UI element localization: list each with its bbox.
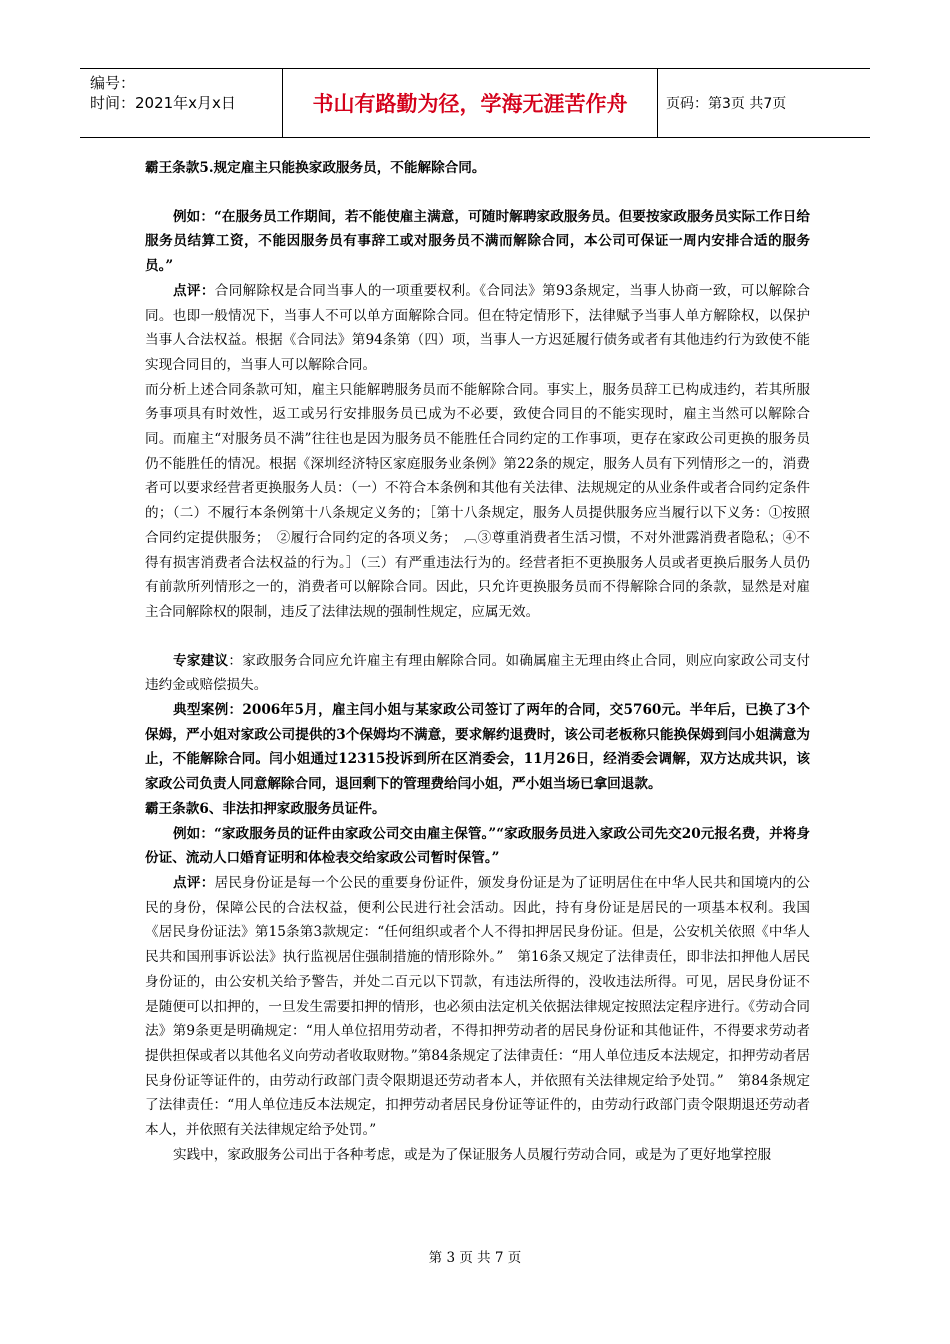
page-header — [80, 68, 870, 138]
clause-5-analysis: 而分析上述合同条款可知，雇主只能解聘服务员而不能解除合同。事实上，服务员辞工已构成违约，若其所服务事项具有时效性，返工或另行安排服务员已成为不必要，致使合同目的不能实现时，雇主当然可以解除合同。而雇主“对服务员不满”往往也是因为服务员不能胜任合同约定的工作事项，更存在家政公司更换的服务员仍不能胜任的情况。根据《深圳经济特区家庭服务业条例》第22条的规定，服务人员有下列情形之一的，消费者可以要求经营者更换服务人员：（一）不符合本条例和其他有关法律、法规规定的从业条件或者合同约定条件的；（二）不履行本条例第十八条规定义务的；［第十八条规定，服务人员提供服务应当履行以下义务：①按照合同约定提供服务； ②履行合同约定的各项义务； ︹③尊重消费者生活习惯，不对外泄露消费者隐私；④不得有损害消费者合法权益的行为。］（三）有严重违法行为的。经营者拒不更换服务人员或者更换后服务人员仍有前款所列情形之一的，消费者可以解除合同。因此，只允许更换服务员而不得解除合同的条款，显然是对雇主合同解除权的限制，违反了法律法规的强制性规定，应属无效。 — [145, 381, 810, 620]
comment-label: 点评： — [173, 282, 215, 299]
typical-case: 典型案例：2006年5月，雇主闫小姐与某家政公司签订了两年的合同，交5760元。半年后，已换了3个保姆，严小姐对家政公司提供的3个保姆均不满意，要求解约退费时，该公司老板称只能换保姆到闫小姐满意为止，不能解除合同。闫小姐通过12315投诉到所在区消委会，11月26日，经消委会调解，双方达成共识，该家政公司负责人同意解除合同，退回剩下的管理费给闫小姐，严小姐当场已拿回退款。 — [145, 702, 810, 793]
practice-paragraph: 实践中，家政服务公司出于各种考虑，或是为了保证服务人员履行劳动合同，或是为了更好地掌控服 — [173, 1146, 772, 1163]
comment-label-2: 点评： — [173, 874, 215, 891]
comment-text: 合同解除权是合同当事人的一项重要权利。《合同法》第93条规定，当事人协商一致，可以解除合同。也即一般情况下，当事人不可以单方面解除合同。但在特定情形下，法律赋予当事人单方解除权，以保护当事人合法权益。根据《合同法》第94条第（四）项，当事人一方迟延履行债务或者有其他违约行为致使不能实现合同目的，当事人可以解除合同。 — [145, 282, 811, 373]
clause-6-comment — [145, 871, 810, 1143]
header-page-label: 页码：第3页 共7页 — [666, 96, 787, 112]
header-motto: 书山有路勤为径，学海无涯苦作舟 — [283, 69, 658, 137]
clause-5-comment — [145, 279, 810, 378]
clause-6-heading: 霸王条款6、非法扣押家政服务员证件。 — [145, 800, 386, 817]
clause-5-example: 例如：“在服务员工作期间，若不能使雇主满意，可随时解聘家政服务员。但要按家政服务员实际工作日给服务员结算工资，不能因服务员有事辞工或对服务员不满而解除合同，本公司可保证一周内安排合适的服务员。” — [145, 208, 810, 275]
expert-advice — [145, 649, 810, 698]
expert-advice-text: ：家政服务合同应允许雇主有理由解除合同。如确属雇主无理由终止合同，则应向家政公司支付违约金或赔偿损失。 — [145, 652, 811, 694]
comment-text-2: 居民身份证是每一个公民的重要身份证件，颁发身份证是为了证明居住在中华人民共和国境内的公民的身份，保障公民的合法权益，便利公民进行社会活动。因此，持有身份证是居民的一项基本权利。我国《居民身份证法》第15条第3款规定：“任何组织或者个人不得扣押居民身份证。但是，公安机关依照《中华人民共和国刑事诉讼法》执行监视居住强制措施的情形除外。” 第16条又规定了法律责任，即非法扣押他人居民身份证的，由公安机关给予警告，并处二百元以下罚款，有违法所得的，没收违法所得。可见，居民身份证不是随便可以扣押的，一旦发生需要扣押的情形，也必须由法定机关依据法律规定按照法定程序进行。《劳动合同法》第9条更是明确规定：“用人单位招用劳动者，不得扣押劳动者的居民身份证和其他证件，不得要求劳动者提供担保或者以其他名义向劳动者收取财物。”第84条规定了法律责任：“用人单位违反本法规定，扣押劳动者居民身份证等证件的，由劳动行政部门责令限期退还劳动者本人，并依照有关法律规定给予处罚。” 第84条规定了法律责任：“用人单位违反本法规定，扣押劳动者居民身份证等证件的，由劳动行政部门责令限期退还劳动者本人，并依照有关法律规定给予处罚。” — [145, 874, 810, 1139]
page-footer: 第 3 页 共 7 页 — [428, 1250, 522, 1266]
expert-advice-label: 专家建议 — [173, 652, 229, 669]
document-date-label: 时间：2021年x月x日 — [90, 94, 236, 112]
header-left-cell — [80, 69, 283, 137]
document-body — [145, 156, 810, 1167]
document-number-label: 编号： — [90, 74, 136, 92]
clause-6-example: 例如：“家政服务员的证件由家政公司交由雇主保管。”“家政服务员进入家政公司先交20元报名费，并将身份证、流动人口婚育证明和体检表交给家政公司暂时保管。” — [145, 825, 810, 867]
clause-5-heading: 霸王条款5.规定雇主只能换家政服务员，不能解除合同。 — [145, 160, 486, 176]
